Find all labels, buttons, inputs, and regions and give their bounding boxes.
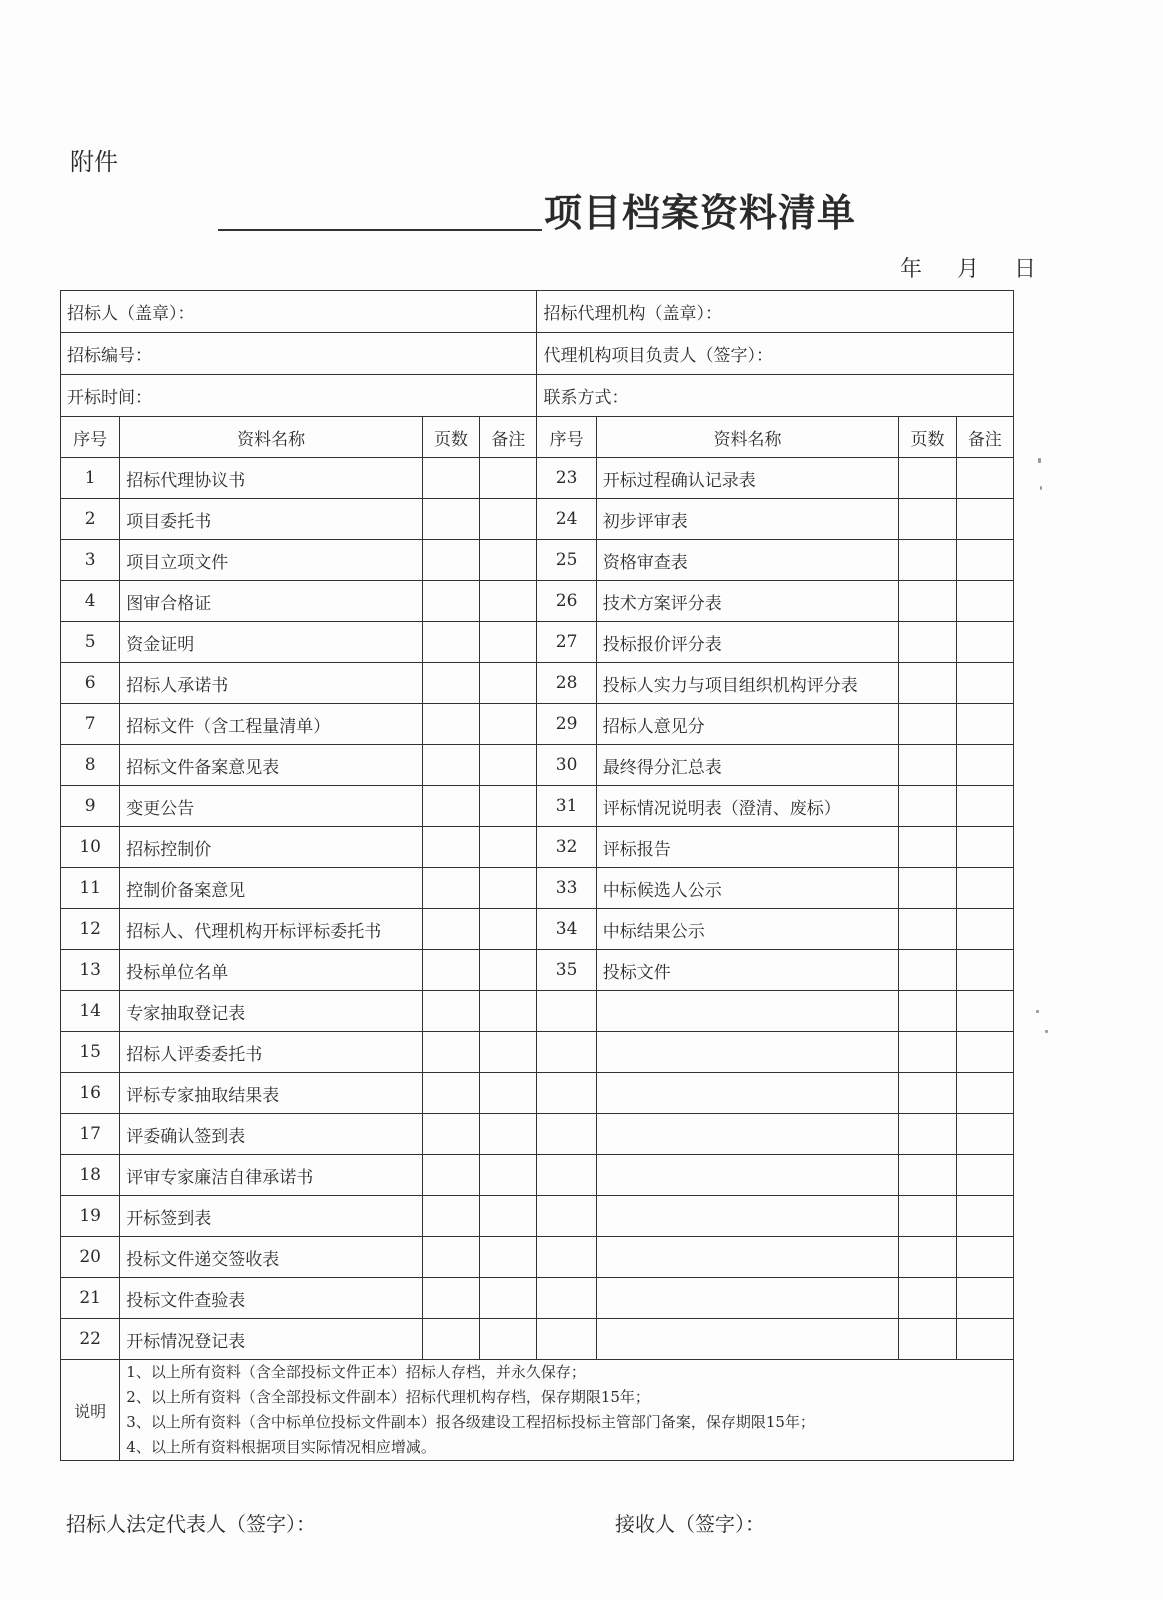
note-line: 4、以上所有资料根据项目实际情况相应增减。 bbox=[126, 1438, 436, 1456]
header-name: 资料名称 bbox=[596, 417, 899, 458]
item-pages-cell bbox=[422, 499, 479, 540]
item-no bbox=[537, 1073, 596, 1114]
item-remarks-cell bbox=[480, 950, 537, 991]
attachment-label: 附件 bbox=[70, 148, 118, 176]
scan-speck bbox=[1045, 1030, 1048, 1033]
item-remarks-cell bbox=[956, 622, 1013, 663]
item-name: 资金证明 bbox=[120, 622, 423, 663]
item-remarks-cell bbox=[480, 991, 537, 1032]
item-remarks-cell bbox=[480, 909, 537, 950]
item-name bbox=[596, 991, 899, 1032]
item-remarks-cell bbox=[956, 745, 1013, 786]
item-no: 18 bbox=[61, 1155, 120, 1196]
item-name bbox=[596, 1155, 899, 1196]
item-pages-cell bbox=[422, 786, 479, 827]
contact-field: 联系方式： bbox=[537, 375, 1014, 417]
scan-speck bbox=[1038, 458, 1041, 463]
item-no: 9 bbox=[61, 786, 120, 827]
item-no: 16 bbox=[61, 1073, 120, 1114]
table-row bbox=[61, 499, 1014, 540]
item-remarks-cell bbox=[480, 1114, 537, 1155]
item-pages-cell bbox=[422, 868, 479, 909]
table-row bbox=[61, 1237, 1014, 1278]
item-no: 12 bbox=[61, 909, 120, 950]
item-pages-cell bbox=[899, 458, 956, 499]
item-name: 投标文件递交签收表 bbox=[120, 1237, 423, 1278]
item-remarks-cell bbox=[480, 1319, 537, 1360]
item-remarks-cell bbox=[956, 499, 1013, 540]
item-no bbox=[537, 1196, 596, 1237]
item-pages-cell bbox=[899, 909, 956, 950]
legal-representative-signature: 招标人法定代表人（签字）： bbox=[66, 1512, 316, 1536]
item-no: 33 bbox=[537, 868, 596, 909]
tender-number-field: 招标编号： bbox=[61, 333, 537, 375]
project-name-blank-line bbox=[218, 229, 542, 231]
item-name: 评审专家廉洁自律承诺书 bbox=[120, 1155, 423, 1196]
item-pages-cell bbox=[899, 1278, 956, 1319]
item-pages-cell bbox=[899, 868, 956, 909]
item-name: 初步评审表 bbox=[596, 499, 899, 540]
item-name: 招标代理协议书 bbox=[120, 458, 423, 499]
table-row bbox=[61, 991, 1014, 1032]
item-name: 图审合格证 bbox=[120, 581, 423, 622]
item-pages-cell bbox=[422, 1237, 479, 1278]
note-line: 3、以上所有资料（含中标单位投标文件副本）报各级建设工程招标投标主管部门备案，保存期限15年； bbox=[126, 1413, 815, 1431]
item-remarks-cell bbox=[956, 786, 1013, 827]
item-name: 投标人实力与项目组织机构评分表 bbox=[596, 663, 899, 704]
item-name bbox=[596, 1196, 899, 1237]
item-no: 2 bbox=[61, 499, 120, 540]
info-row bbox=[61, 375, 1014, 417]
table-row bbox=[61, 1155, 1014, 1196]
item-pages-cell bbox=[899, 1114, 956, 1155]
item-no bbox=[537, 1032, 596, 1073]
item-pages-cell bbox=[422, 540, 479, 581]
item-remarks-cell bbox=[480, 1032, 537, 1073]
item-pages-cell bbox=[899, 663, 956, 704]
table-row bbox=[61, 540, 1014, 581]
item-pages-cell bbox=[899, 745, 956, 786]
date-year: 年 bbox=[900, 257, 925, 282]
item-remarks-cell bbox=[956, 991, 1013, 1032]
item-remarks-cell bbox=[956, 704, 1013, 745]
item-remarks-cell bbox=[480, 827, 537, 868]
item-remarks-cell bbox=[480, 745, 537, 786]
item-name: 中标结果公示 bbox=[596, 909, 899, 950]
item-remarks-cell bbox=[956, 1032, 1013, 1073]
item-remarks-cell bbox=[956, 458, 1013, 499]
tenderer-seal-field: 招标人（盖章）： bbox=[61, 291, 537, 333]
item-name: 招标人评委委托书 bbox=[120, 1032, 423, 1073]
scan-speck bbox=[1040, 486, 1042, 490]
table-row bbox=[61, 745, 1014, 786]
table-row bbox=[61, 1114, 1014, 1155]
item-pages-cell bbox=[422, 950, 479, 991]
item-remarks-cell bbox=[480, 868, 537, 909]
item-no bbox=[537, 1319, 596, 1360]
item-name bbox=[596, 1278, 899, 1319]
item-pages-cell bbox=[422, 1155, 479, 1196]
item-pages-cell bbox=[899, 581, 956, 622]
item-pages-cell bbox=[422, 1319, 479, 1360]
item-no: 11 bbox=[61, 868, 120, 909]
item-name: 评标情况说明表（澄清、废标） bbox=[596, 786, 899, 827]
item-name bbox=[596, 1032, 899, 1073]
item-pages-cell bbox=[899, 704, 956, 745]
table-row bbox=[61, 581, 1014, 622]
item-no bbox=[537, 991, 596, 1032]
item-remarks-cell bbox=[956, 1114, 1013, 1155]
date-month: 月 bbox=[957, 257, 982, 282]
item-pages-cell bbox=[899, 1032, 956, 1073]
item-name: 开标签到表 bbox=[120, 1196, 423, 1237]
header-remarks: 备注 bbox=[956, 417, 1013, 458]
item-name: 评委确认签到表 bbox=[120, 1114, 423, 1155]
page-title: 项目档案资料清单 bbox=[544, 191, 857, 235]
item-no: 14 bbox=[61, 991, 120, 1032]
item-name: 投标单位名单 bbox=[120, 950, 423, 991]
item-remarks-cell bbox=[480, 458, 537, 499]
table-row bbox=[61, 868, 1014, 909]
table-row bbox=[61, 1032, 1014, 1073]
item-name: 评标专家抽取结果表 bbox=[120, 1073, 423, 1114]
item-remarks-cell bbox=[480, 622, 537, 663]
item-no: 1 bbox=[61, 458, 120, 499]
item-pages-cell bbox=[422, 1196, 479, 1237]
item-no: 26 bbox=[537, 581, 596, 622]
item-name: 招标人承诺书 bbox=[120, 663, 423, 704]
item-pages-cell bbox=[422, 458, 479, 499]
item-pages-cell bbox=[422, 909, 479, 950]
item-name: 招标人意见分 bbox=[596, 704, 899, 745]
item-no: 7 bbox=[61, 704, 120, 745]
item-name: 中标候选人公示 bbox=[596, 868, 899, 909]
item-no: 19 bbox=[61, 1196, 120, 1237]
table-row bbox=[61, 1196, 1014, 1237]
item-pages-cell bbox=[422, 663, 479, 704]
item-pages-cell bbox=[899, 991, 956, 1032]
item-remarks-cell bbox=[480, 581, 537, 622]
item-no: 28 bbox=[537, 663, 596, 704]
item-remarks-cell bbox=[480, 663, 537, 704]
item-remarks-cell bbox=[956, 868, 1013, 909]
header-remarks: 备注 bbox=[480, 417, 537, 458]
item-name: 招标控制价 bbox=[120, 827, 423, 868]
item-remarks-cell bbox=[480, 499, 537, 540]
item-name: 投标报价评分表 bbox=[596, 622, 899, 663]
item-no: 23 bbox=[537, 458, 596, 499]
item-remarks-cell bbox=[956, 1319, 1013, 1360]
item-remarks-cell bbox=[956, 909, 1013, 950]
item-pages-cell bbox=[422, 1114, 479, 1155]
table-row bbox=[61, 458, 1014, 499]
item-no: 6 bbox=[61, 663, 120, 704]
item-remarks-cell bbox=[480, 540, 537, 581]
date-line bbox=[900, 252, 1038, 283]
item-pages-cell bbox=[899, 1196, 956, 1237]
item-remarks-cell bbox=[480, 1278, 537, 1319]
table-row bbox=[61, 909, 1014, 950]
table-row bbox=[61, 663, 1014, 704]
notes-content bbox=[120, 1360, 1014, 1461]
item-remarks-cell bbox=[956, 1237, 1013, 1278]
item-name: 技术方案评分表 bbox=[596, 581, 899, 622]
item-name: 招标人、代理机构开标评标委托书 bbox=[120, 909, 423, 950]
item-name: 开标过程确认记录表 bbox=[596, 458, 899, 499]
item-no: 21 bbox=[61, 1278, 120, 1319]
item-no bbox=[537, 1155, 596, 1196]
item-no: 15 bbox=[61, 1032, 120, 1073]
receiver-signature: 接收人（签字）： bbox=[615, 1512, 765, 1536]
item-name bbox=[596, 1114, 899, 1155]
item-remarks-cell bbox=[480, 1237, 537, 1278]
item-pages-cell bbox=[899, 622, 956, 663]
item-no: 8 bbox=[61, 745, 120, 786]
bid-opening-time-field: 开标时间： bbox=[61, 375, 537, 417]
item-no: 30 bbox=[537, 745, 596, 786]
item-pages-cell bbox=[422, 827, 479, 868]
date-day: 日 bbox=[1014, 257, 1039, 282]
item-remarks-cell bbox=[956, 950, 1013, 991]
item-pages-cell bbox=[422, 991, 479, 1032]
item-no: 27 bbox=[537, 622, 596, 663]
table-row bbox=[61, 1319, 1014, 1360]
item-pages-cell bbox=[899, 1073, 956, 1114]
item-remarks-cell bbox=[956, 827, 1013, 868]
item-pages-cell bbox=[422, 622, 479, 663]
item-no: 17 bbox=[61, 1114, 120, 1155]
item-no: 31 bbox=[537, 786, 596, 827]
item-no: 5 bbox=[61, 622, 120, 663]
item-no: 22 bbox=[61, 1319, 120, 1360]
item-no: 13 bbox=[61, 950, 120, 991]
notes-label: 说明 bbox=[61, 1360, 120, 1461]
item-name: 项目委托书 bbox=[120, 499, 423, 540]
item-pages-cell bbox=[899, 950, 956, 991]
item-pages-cell bbox=[899, 786, 956, 827]
item-pages-cell bbox=[899, 540, 956, 581]
notes-row bbox=[61, 1360, 1014, 1461]
item-no: 4 bbox=[61, 581, 120, 622]
header-pages: 页数 bbox=[899, 417, 956, 458]
item-name: 专家抽取登记表 bbox=[120, 991, 423, 1032]
item-name bbox=[596, 1319, 899, 1360]
info-row bbox=[61, 333, 1014, 375]
item-no: 32 bbox=[537, 827, 596, 868]
item-pages-cell bbox=[422, 745, 479, 786]
item-remarks-cell bbox=[956, 540, 1013, 581]
agency-seal-field: 招标代理机构（盖章）： bbox=[537, 291, 1014, 333]
item-no bbox=[537, 1278, 596, 1319]
item-no: 10 bbox=[61, 827, 120, 868]
item-remarks-cell bbox=[956, 1155, 1013, 1196]
item-no: 29 bbox=[537, 704, 596, 745]
item-remarks-cell bbox=[956, 1196, 1013, 1237]
item-name: 投标文件 bbox=[596, 950, 899, 991]
item-no bbox=[537, 1237, 596, 1278]
item-pages-cell bbox=[899, 827, 956, 868]
header-no: 序号 bbox=[537, 417, 596, 458]
table-row bbox=[61, 1278, 1014, 1319]
item-name bbox=[596, 1237, 899, 1278]
item-name bbox=[596, 1073, 899, 1114]
item-remarks-cell bbox=[480, 704, 537, 745]
item-no: 25 bbox=[537, 540, 596, 581]
item-pages-cell bbox=[422, 1278, 479, 1319]
item-remarks-cell bbox=[480, 786, 537, 827]
info-row bbox=[61, 291, 1014, 333]
table-row bbox=[61, 786, 1014, 827]
item-remarks-cell bbox=[956, 581, 1013, 622]
item-no: 35 bbox=[537, 950, 596, 991]
table-row bbox=[61, 950, 1014, 991]
item-name: 投标文件查验表 bbox=[120, 1278, 423, 1319]
note-line: 2、以上所有资料（含全部投标文件副本）招标代理机构存档，保存期限15年； bbox=[126, 1388, 650, 1406]
table-row bbox=[61, 704, 1014, 745]
item-remarks-cell bbox=[956, 1073, 1013, 1114]
item-remarks-cell bbox=[480, 1073, 537, 1114]
item-pages-cell bbox=[899, 1237, 956, 1278]
item-name: 资格审查表 bbox=[596, 540, 899, 581]
item-no bbox=[537, 1114, 596, 1155]
item-name: 开标情况登记表 bbox=[120, 1319, 423, 1360]
item-name: 招标文件（含工程量清单） bbox=[120, 704, 423, 745]
item-name: 最终得分汇总表 bbox=[596, 745, 899, 786]
item-pages-cell bbox=[899, 499, 956, 540]
item-name: 招标文件备案意见表 bbox=[120, 745, 423, 786]
table-row bbox=[61, 1073, 1014, 1114]
table-row bbox=[61, 622, 1014, 663]
header-no: 序号 bbox=[61, 417, 120, 458]
item-remarks-cell bbox=[480, 1196, 537, 1237]
item-remarks-cell bbox=[480, 1155, 537, 1196]
item-no: 24 bbox=[537, 499, 596, 540]
item-pages-cell bbox=[422, 1073, 479, 1114]
header-pages: 页数 bbox=[422, 417, 479, 458]
agency-lead-signature-field: 代理机构项目负责人（签字）： bbox=[537, 333, 1014, 375]
item-name: 控制价备案意见 bbox=[120, 868, 423, 909]
item-no: 20 bbox=[61, 1237, 120, 1278]
scan-speck bbox=[1036, 1010, 1039, 1013]
item-name: 评标报告 bbox=[596, 827, 899, 868]
archive-list-table bbox=[60, 290, 1014, 1461]
item-pages-cell bbox=[899, 1155, 956, 1196]
item-pages-cell bbox=[422, 1032, 479, 1073]
item-no: 3 bbox=[61, 540, 120, 581]
column-header-row bbox=[61, 417, 1014, 458]
item-name: 项目立项文件 bbox=[120, 540, 423, 581]
item-pages-cell bbox=[422, 581, 479, 622]
note-line: 1、以上所有资料（含全部投标文件正本）招标人存档，并永久保存； bbox=[126, 1363, 586, 1381]
item-pages-cell bbox=[422, 704, 479, 745]
table-row bbox=[61, 827, 1014, 868]
item-remarks-cell bbox=[956, 663, 1013, 704]
item-pages-cell bbox=[899, 1319, 956, 1360]
item-no: 34 bbox=[537, 909, 596, 950]
item-remarks-cell bbox=[956, 1278, 1013, 1319]
item-name: 变更公告 bbox=[120, 786, 423, 827]
header-name: 资料名称 bbox=[120, 417, 423, 458]
